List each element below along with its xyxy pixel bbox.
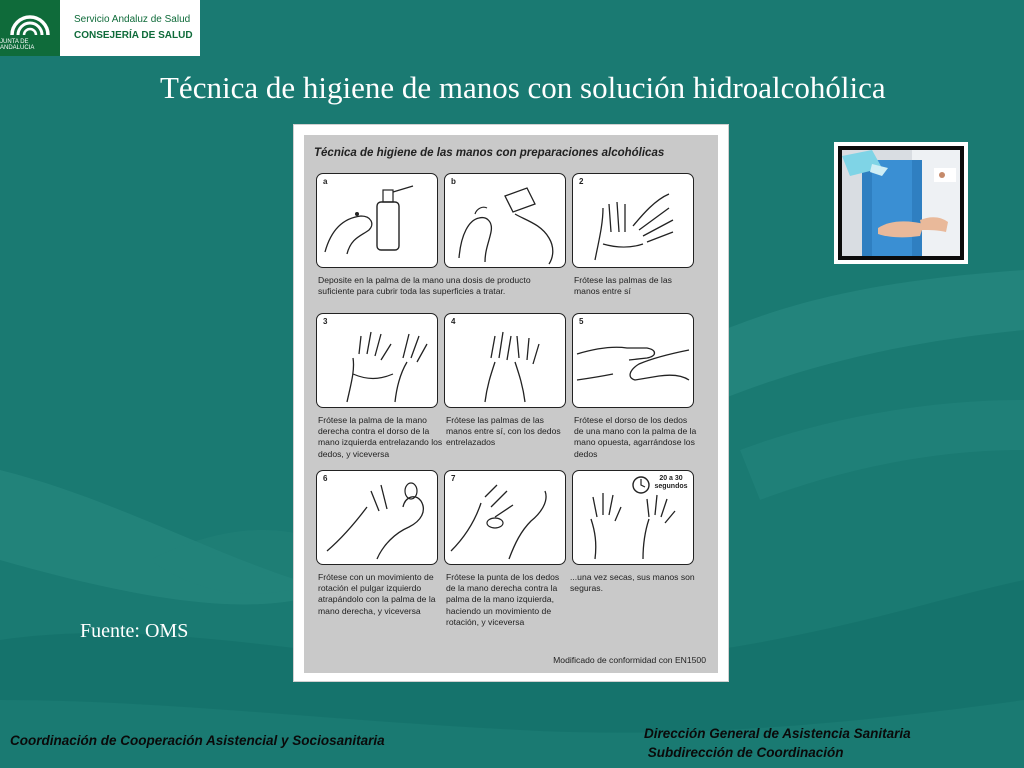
step-5-number: 5 <box>579 317 584 326</box>
step-2-caption: Frótese las palmas de las manos entre sí <box>574 275 672 297</box>
fingertips-rotation-icon <box>445 471 565 564</box>
step-6-caption: Frótese con un movimiento de rotación el pulgar izquierdo atrapándolo con la palma de la mano derecha, y viceversa <box>318 572 436 616</box>
rotate-thumb-icon <box>317 471 437 564</box>
step-7-number: 7 <box>451 474 456 483</box>
who-hand-hygiene-poster <box>294 125 728 681</box>
step-7-caption: Frótese la punta de los dedos de la mano derecha contra la palma de la mano izquierda, haciendo un movimiento de rotación, y viceversa <box>446 572 560 627</box>
step-6-panel <box>316 470 438 565</box>
footer-right-line1: Dirección General de Asistencia Sanitaria <box>644 726 911 741</box>
source-label: Fuente: OMS <box>80 620 189 642</box>
poster-title: Técnica de higiene de las manos con preparaciones alcohólicas <box>314 147 665 159</box>
dispense-product-icon <box>317 174 437 267</box>
step-5-panel <box>572 313 694 408</box>
step-dry-caption: ...una vez secas, sus manos son seguras. <box>570 572 695 594</box>
footer-right-line2: Subdirección de Coordinación <box>644 745 844 760</box>
cupped-hands-icon <box>445 174 565 267</box>
step-3-panel <box>316 313 438 408</box>
step-2-number: 2 <box>579 177 584 186</box>
step-b-caption: Deposite en la palma de la mano una dosis de producto suficiente para cubrir toda las superficies a tratar. <box>318 275 531 297</box>
interlaced-fingers-palms-icon <box>445 314 565 407</box>
footer-right <box>644 724 911 762</box>
step-6-number: 6 <box>323 474 328 483</box>
logo-line2: CONSEJERÍA DE SALUD <box>74 30 193 41</box>
junta-andalucia-arch-icon <box>0 0 60 56</box>
step-dry-panel <box>572 470 694 565</box>
poster-footnote: Modificado de conformidad con EN1500 <box>553 655 706 665</box>
rub-palms-icon <box>573 174 693 267</box>
step-b-panel <box>444 173 566 268</box>
step-2-panel <box>572 173 694 268</box>
slide-title: Técnica de higiene de manos con solución hidroalcohólica <box>160 70 886 105</box>
step-4-panel <box>444 313 566 408</box>
footer-left: Coordinación de Cooperación Asistencial y Sociosanitaria <box>10 733 385 748</box>
photo-inner <box>838 146 964 260</box>
step-7-panel <box>444 470 566 565</box>
hand-sanitizer-photo-icon <box>842 150 960 256</box>
logo-caption: JUNTA DE ANDALUCIA <box>0 39 35 51</box>
step-a-panel <box>316 173 438 268</box>
interlaced-fingers-back-icon <box>317 314 437 407</box>
logo-line1: Servicio Andaluz de Salud <box>74 14 191 25</box>
step-4-caption: Frótese las palmas de las manos entre sí, con los dedos entrelazados <box>446 415 561 448</box>
step-a-number: a <box>323 177 328 186</box>
step-4-number: 4 <box>451 317 456 326</box>
step-3-caption: Frótese la palma de la mano derecha contra el dorso de la mano izquierda entrelazando los dedos, y viceversa <box>318 415 443 459</box>
step-b-number: b <box>451 177 456 186</box>
back-of-fingers-icon <box>573 314 693 407</box>
logo-header <box>0 0 200 56</box>
step-5-caption: Frótese el dorso de los dedos de una mano con la palma de la mano opuesta, agarrándose los dedos <box>574 415 697 459</box>
hand-sanitizer-photo <box>834 142 968 264</box>
logo-text <box>60 12 193 44</box>
timer-label: 20 a 30 segundos <box>654 475 688 490</box>
poster-panel <box>304 135 718 673</box>
step-3-number: 3 <box>323 317 328 326</box>
